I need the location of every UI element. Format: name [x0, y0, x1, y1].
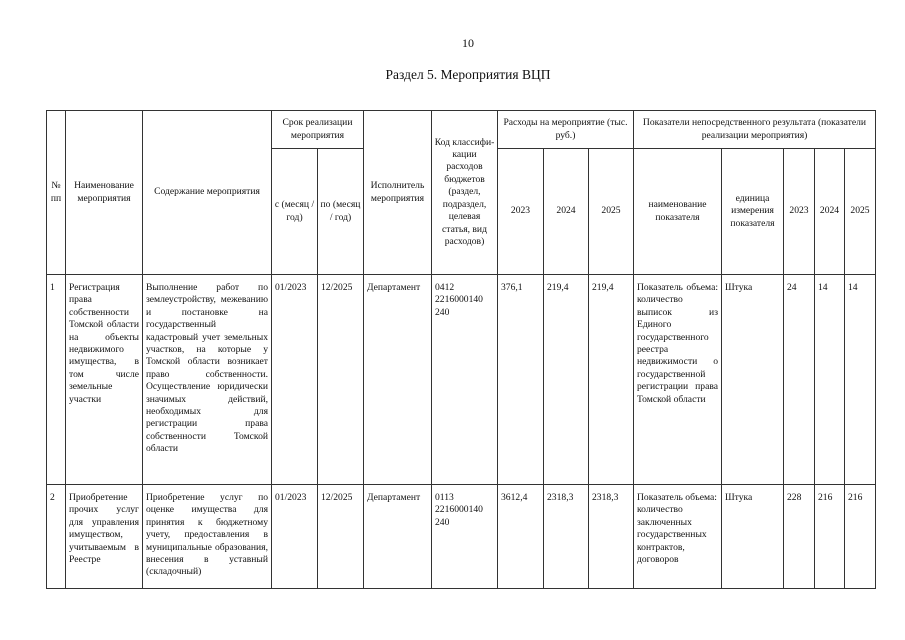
row-name-text: Приобретение прочих услуг для управления имуществом, учитываемым в Реестре — [69, 492, 139, 566]
row-indicator-name — [634, 485, 722, 589]
header-res-2024: 2024 — [815, 149, 845, 275]
row-indicator-unit: Штука — [722, 485, 784, 589]
row-indicator-unit: Штука — [722, 275, 784, 485]
row-exp-2023: 376,1 — [498, 275, 544, 485]
row-term-from: 01/2023 — [272, 485, 318, 589]
header-term-from: с (месяц / год) — [272, 149, 318, 275]
header-exp-2023: 2023 — [498, 149, 544, 275]
row-code: 0412 2216000140 240 — [432, 275, 498, 485]
row-indicator-name-text: Показатель объема: количество заключенных государственных контрактов, договоров — [637, 492, 717, 566]
header-content: Содержание мероприятия — [143, 111, 272, 275]
header-row-1 — [47, 111, 876, 149]
header-term-group: Срок реализации мероприятия — [272, 111, 364, 149]
measures-table — [46, 110, 876, 589]
row-term-to: 12/2025 — [318, 275, 364, 485]
header-res-2023: 2023 — [784, 149, 815, 275]
header-results-group: Показатели непосредственного результата (показатели реализации мероприятия) — [634, 111, 876, 149]
row-executor: Департамент — [364, 485, 432, 589]
row-res-2024: 216 — [815, 485, 845, 589]
header-indicator-name: наименование показателя — [634, 149, 722, 275]
header-num: № пп — [47, 111, 66, 275]
header-indicator-unit: единица измерения показателя — [722, 149, 784, 275]
header-expenses-group: Расходы на мероприятие (тыс. руб.) — [498, 111, 634, 149]
page-number: 10 — [462, 36, 474, 50]
row-term-to: 12/2025 — [318, 485, 364, 589]
row-content — [143, 485, 272, 589]
row-res-2023: 24 — [784, 275, 815, 485]
row-exp-2025: 2318,3 — [589, 485, 634, 589]
row-res-2025: 216 — [845, 485, 876, 589]
section-title: Раздел 5. Мероприятия ВЦП — [385, 67, 551, 82]
row-indicator-name: Показатель объема: количество выписок из Единого государственного реестра недвижимости о государственной регистрации права Томской области — [634, 275, 722, 485]
header-exp-2025: 2025 — [589, 149, 634, 275]
row-executor: Департамент — [364, 275, 432, 485]
row-exp-2023: 3612,4 — [498, 485, 544, 589]
row-exp-2024: 2318,3 — [544, 485, 589, 589]
table-row — [47, 275, 876, 485]
row-exp-2024: 219,4 — [544, 275, 589, 485]
row-content: Выполнение работ по землеустройству, межеванию и постановке на государственный кадастровый учет земельных участков, на которые у Томской области возникает право собственности. Осуществление юридически значимых действий, необходимых для регистрации права собственности Томской области — [143, 275, 272, 485]
row-res-2025: 14 — [845, 275, 876, 485]
row-res-2024: 14 — [815, 275, 845, 485]
row-content-text: Приобретение услуг по оценке имущества для принятия к бюджетному учету, предоставления в муниципальные образования, внесения в уставный (складочный) — [146, 492, 268, 578]
header-res-2025: 2025 — [845, 149, 876, 275]
header-exp-2024: 2024 — [544, 149, 589, 275]
row-res-2023: 228 — [784, 485, 815, 589]
row-exp-2025: 219,4 — [589, 275, 634, 485]
table-row — [47, 485, 876, 589]
header-name: Наименование мероприятия — [66, 111, 143, 275]
header-term-to: по (месяц / год) — [318, 149, 364, 275]
header-executor: Исполнитель мероприятия — [364, 111, 432, 275]
row-term-from: 01/2023 — [272, 275, 318, 485]
header-code: Код классифи-кации расходов бюджетов (раздел, подраздел, целевая статья, вид расходов) — [432, 111, 498, 275]
row-name: Регистрация права собственности Томской области на объекты недвижимого имущества, в том числе земельные участки — [66, 275, 143, 485]
row-code: 0113 2216000140 240 — [432, 485, 498, 589]
row-name — [66, 485, 143, 589]
row-num: 1 — [47, 275, 66, 485]
row-num: 2 — [47, 485, 66, 589]
